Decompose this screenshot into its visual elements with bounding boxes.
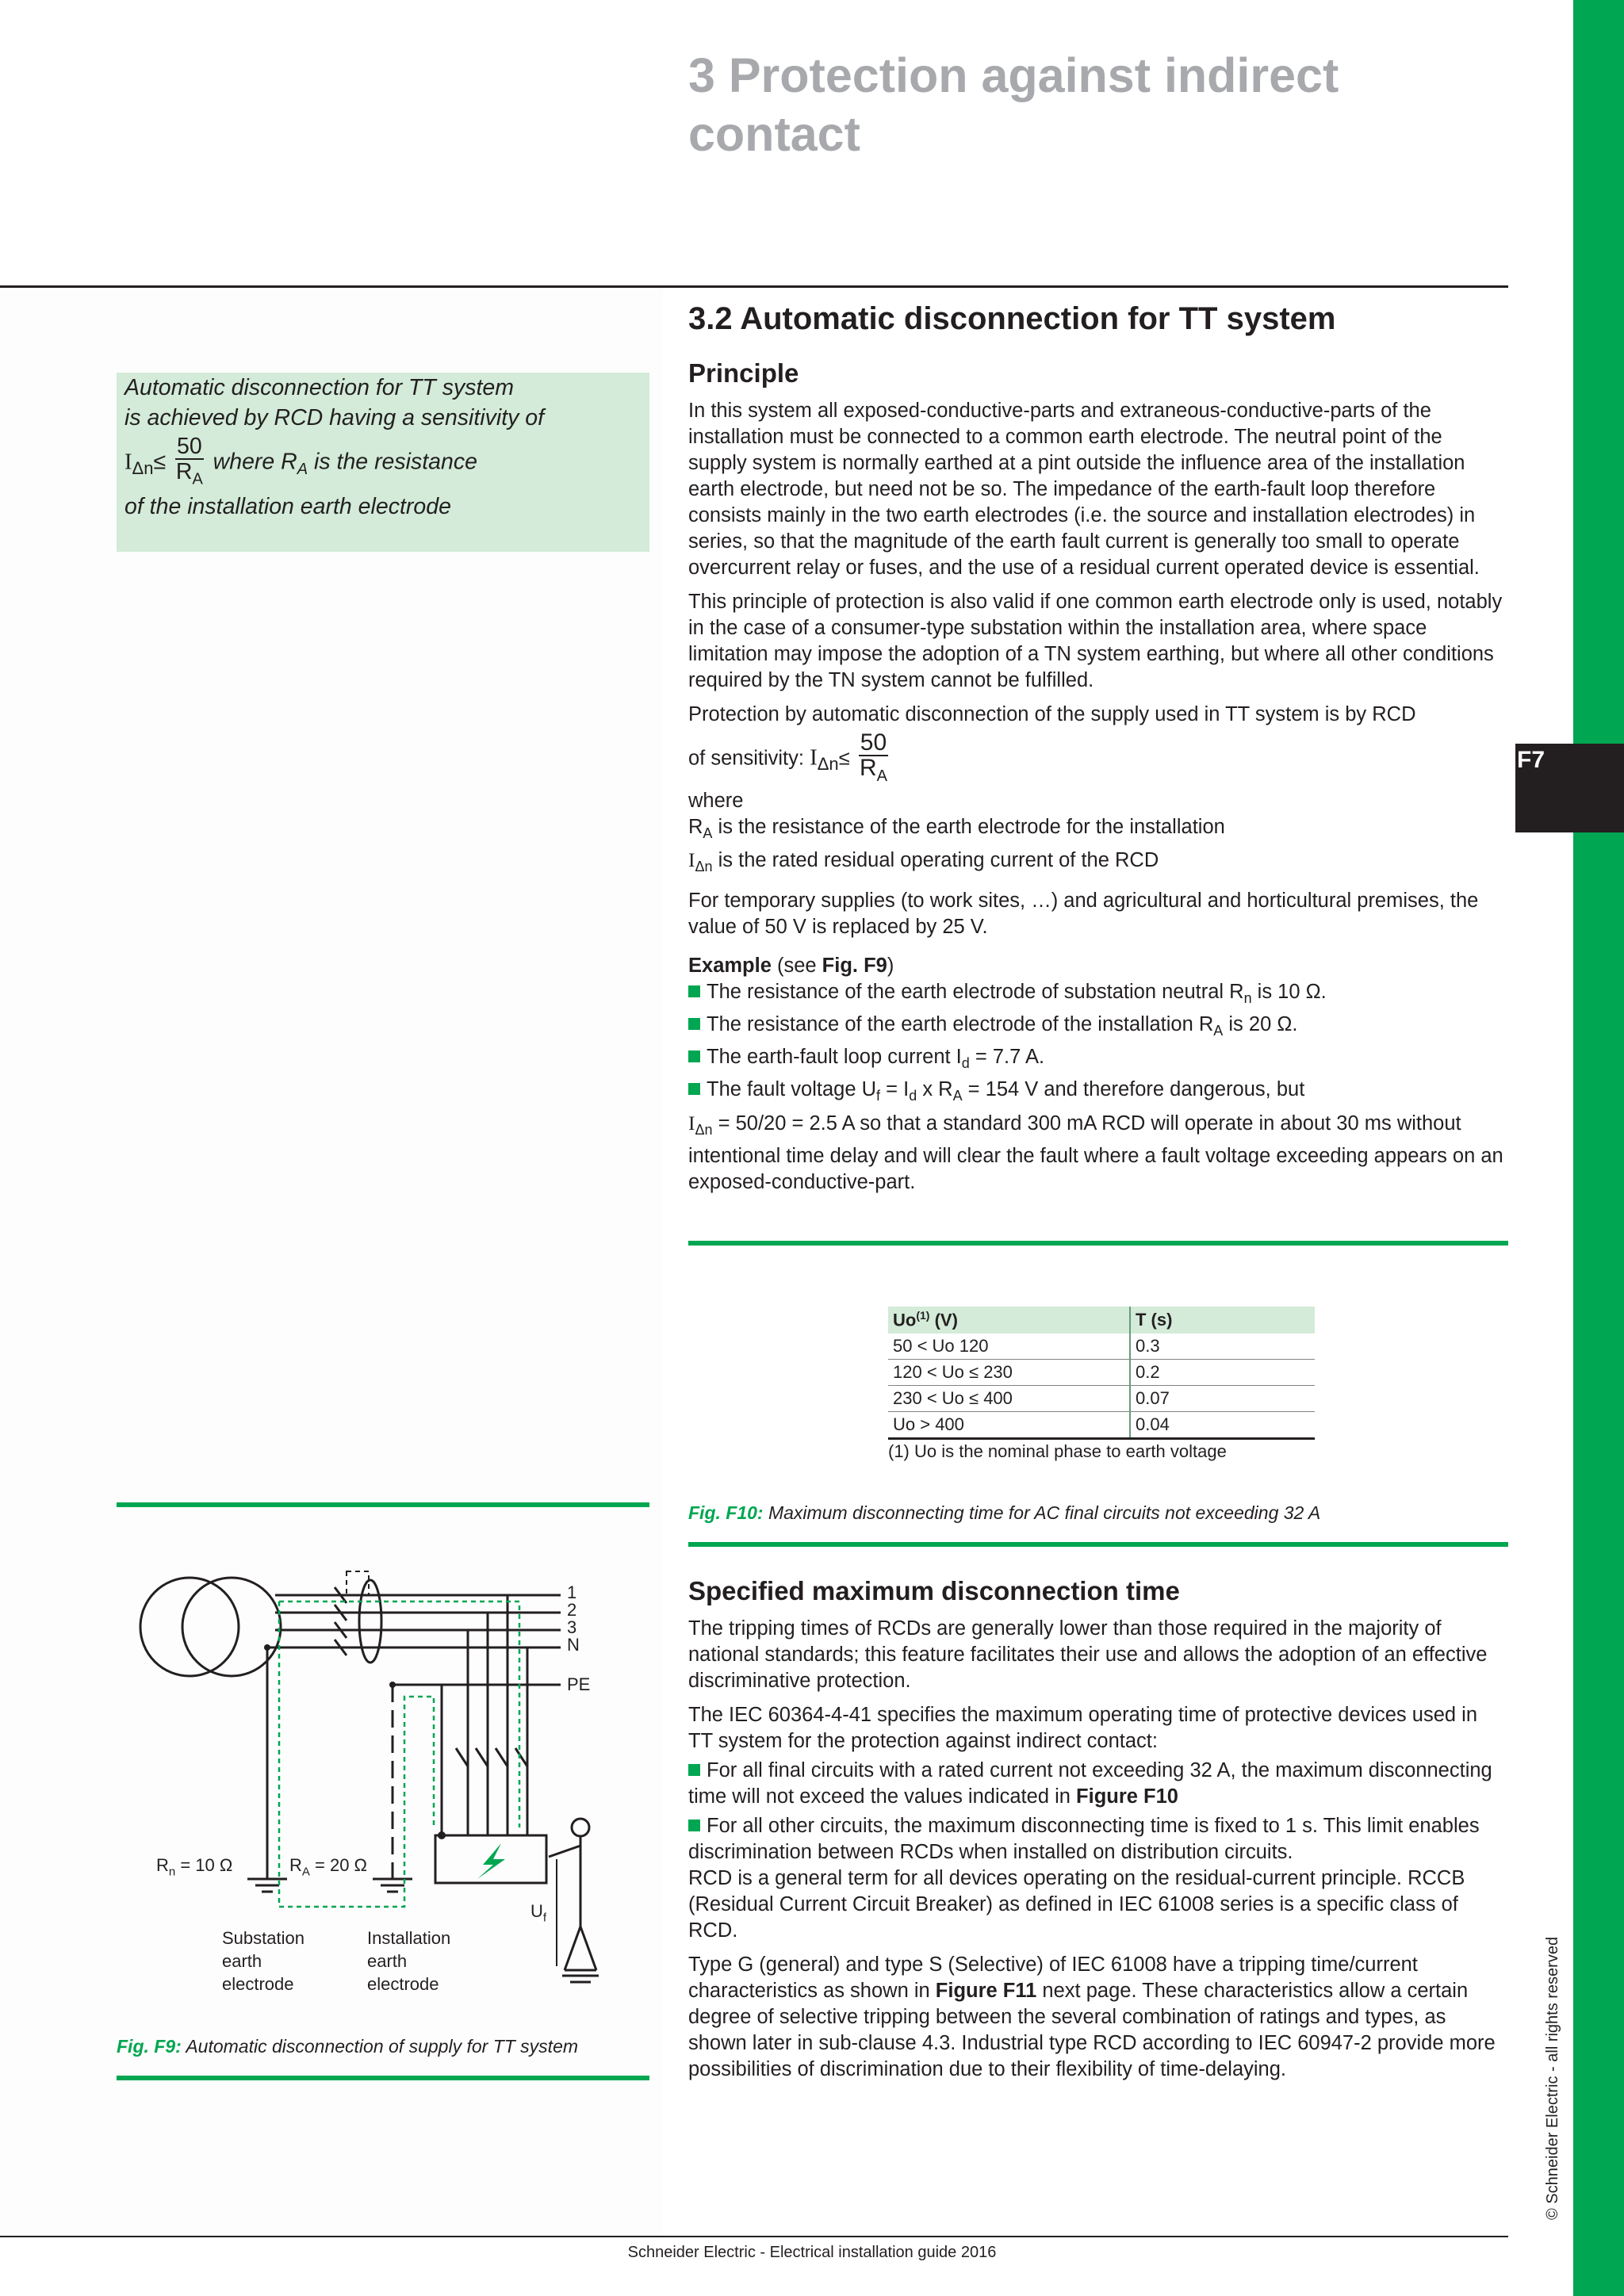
line-label: N	[567, 1635, 580, 1655]
smdt-paragraph-4: Type G (general) and type S (Selective) of IEC 61008 have a tripping time/current characteristics as shown in Figure F11 next page. These characteristics allow a certain degree of selective tripping between the several combination of ratings and types, as shown later in sub-clause 4.3. Industrial type RCD according to IEC 60947-2 provide more possibilities of discrimination due to their flexibility of time-delaying.	[688, 1954, 1496, 2080]
line-label: 3	[567, 1617, 577, 1637]
idn-definition: $I_{\Delta n}$ is the rated residual operating current of the RCD	[688, 848, 1159, 875]
table-header-row	[888, 1307, 1315, 1334]
principle-paragraph-3: Protection by automatic disconnection of the supply used in TT system is by RCD	[688, 703, 1416, 725]
principle-paragraph-2: This principle of protection is also valid if one common earth electrode only is used, notably in the case of a consumer-type substation within the installation area, where space limitation may impose the adoption of a TN system earthing, but where all other conditions required by the TN system cannot be fulfilled.	[688, 591, 1503, 691]
rn-label: $R_n = 10$ Ω	[156, 1855, 233, 1879]
table-footnote: (1) Uo is the nominal phase to earth voltage	[888, 1441, 1227, 1461]
figure-rule	[688, 1241, 1508, 1246]
bullet-square-icon	[688, 985, 700, 997]
ra-definition: $R_A$ is the resistance of the earth electrode for the installation	[688, 816, 1225, 842]
ra-label: $R_A = 20$ Ω	[289, 1855, 368, 1879]
line-label: 1	[567, 1582, 577, 1602]
fig9-labels	[117, 1554, 656, 2014]
smdt-paragraph-2: The IEC 60364-4-41 specifies the maximum operating time of protective devices used in TT system for the protection against indirect contact:	[688, 1704, 1477, 1752]
bullet-square-icon	[688, 1050, 700, 1062]
smdt-heading: Specified maximum disconnection time	[688, 1576, 1180, 1605]
header-rule	[0, 285, 1508, 288]
bullet-square-icon	[688, 1083, 700, 1095]
callout-formula: $I_{\Delta n}\le$ $\frac{50}{R_A}$ where $R_A$ is the resistance	[124, 434, 649, 492]
page-tab: F7	[1515, 744, 1624, 832]
callout-line-1: Automatic disconnection for TT system	[124, 375, 515, 400]
summary-callout	[117, 373, 649, 552]
smdt-body	[688, 1616, 1505, 2091]
column-header-voltage: Uo$^{(1)}$ (V)	[888, 1307, 1130, 1334]
callout-fraction: $\frac{50}{R_A}$	[175, 434, 203, 488]
callout-line-2: is achieved by RCD having a sensitivity of	[124, 405, 545, 430]
principle-paragraph-4: For temporary supplies (to work sites, …) and agricultural and horticultural premises, the value of 50 V is replaced by 25 V.	[688, 890, 1479, 939]
chapter-title: 3 Protection against indirect contact	[688, 48, 1339, 161]
example-bullet-4: The fault voltage $U_f = I_d$ x $R_A = 154$ V and therefore dangerous, but	[688, 1077, 1505, 1109]
table-row: Uo > 400 0.04	[888, 1412, 1315, 1439]
smdt-bullet-1: For all final circuits with a rated current not exceeding 32 A, the maximum disconnecting time will not exceed the values indicated in Figure F10	[688, 1759, 1492, 1808]
smdt-paragraph-3: RCD is a general term for all devices operating on the residual-current principle. RCCB (Residual Current Circuit Breaker) as defined in IEC 61008 series is a specific class of RCD.	[688, 1867, 1465, 1942]
principle-paragraph-1: In this system all exposed-conductive-parts and extraneous-conductive-parts of the installation must be connected to a common earth electrode. The neutral point of the supply system is normally earthed at a pint outside the influence area of the installation earth electrode, but need not be so. The impedance of the earth-fault loop therefore consists mainly in the two earth electrodes (i.e. the source and installation electrodes) in series, so that the magnitude of the earth fault current is generally too small to operate overcurrent relay or fuses, and the use of a residual current operated device is essential.	[688, 400, 1480, 579]
copyright-notice: © Schneider Electric - all rights reserved	[1544, 1936, 1561, 2220]
principle-heading: Principle	[688, 358, 799, 388]
example-tail: $I_{\Delta n} = 50/20 = 2.5$ A so that a standard 300 mA RCD will operate in about 30 ms without intentional time delay and will clear the fault where a fault voltage exceeding appears on an exposed-conductive-part.	[688, 1111, 1503, 1193]
table-row: 50 < Uo 120 0.3	[888, 1334, 1315, 1360]
fig10-caption: Fig. F10: Maximum disconnecting time for AC final circuits not exceeding 32 A	[688, 1502, 1321, 1523]
sensitivity-formula: of sensitivity: $I_{\Delta n}\le$ $\frac{50}{R_A}$	[688, 731, 1505, 788]
example-bullet-1: The resistance of the earth electrode of substation neutral $R_n$ is 10 Ω.	[688, 979, 1505, 1012]
uf-label: $U_f$	[530, 1901, 547, 1925]
example-bullet-3: The earth-fault loop current $I_d = 7.7$ A.	[688, 1044, 1505, 1077]
side-brand-bar	[1573, 0, 1624, 2296]
substation-earth-label: Substation earth electrode	[222, 1928, 304, 1994]
page-footer: Schneider Electric - Electrical installation guide 2016	[627, 2244, 997, 2261]
example-heading: Example (see Fig. F9)	[688, 955, 894, 978]
table-row: 230 < Uo ≤ 400 0.07	[888, 1386, 1315, 1412]
line-label: 2	[567, 1600, 577, 1620]
footer-rule	[0, 2236, 1508, 2237]
installation-earth-label: Installation earth electrode	[367, 1928, 451, 1994]
bullet-square-icon	[688, 1018, 700, 1030]
principle-body	[688, 398, 1505, 1196]
section-title: 3.2 Automatic disconnection for TT system	[688, 301, 1336, 336]
figure-rule	[688, 1542, 1508, 1547]
figure-rule	[117, 1502, 649, 1507]
fig9-caption: Fig. F9: Automatic disconnection of supply for TT system	[117, 2036, 579, 2057]
line-label: PE	[567, 1674, 591, 1694]
bullet-square-icon	[688, 1764, 700, 1776]
disconnect-time-table	[888, 1307, 1315, 1462]
example-bullet-2: The resistance of the earth electrode of the installation $R_A$ is 20 Ω.	[688, 1012, 1505, 1044]
figure-rule	[117, 2076, 649, 2080]
bullet-square-icon	[688, 1820, 700, 1831]
column-header-time: T (s)	[1130, 1307, 1315, 1334]
disconnect-time-grid	[888, 1307, 1315, 1440]
callout-line-4: of the installation earth electrode	[124, 493, 451, 519]
where-label: where	[688, 790, 744, 812]
sensitivity-fraction: $\frac{50}{R_A}$	[859, 729, 887, 785]
smdt-paragraph-1: The tripping times of RCDs are generally lower than those required in the majority of national standards; this feature facilitates their use and allows the adoption of an effective discriminative protection.	[688, 1617, 1488, 1692]
table-row: 120 < Uo ≤ 230 0.2	[888, 1360, 1315, 1386]
smdt-bullet-2: For all other circuits, the maximum disconnecting time is fixed to 1 s. This limit enables discrimination between RCDs when installed on distribution circuits.	[688, 1815, 1480, 1863]
